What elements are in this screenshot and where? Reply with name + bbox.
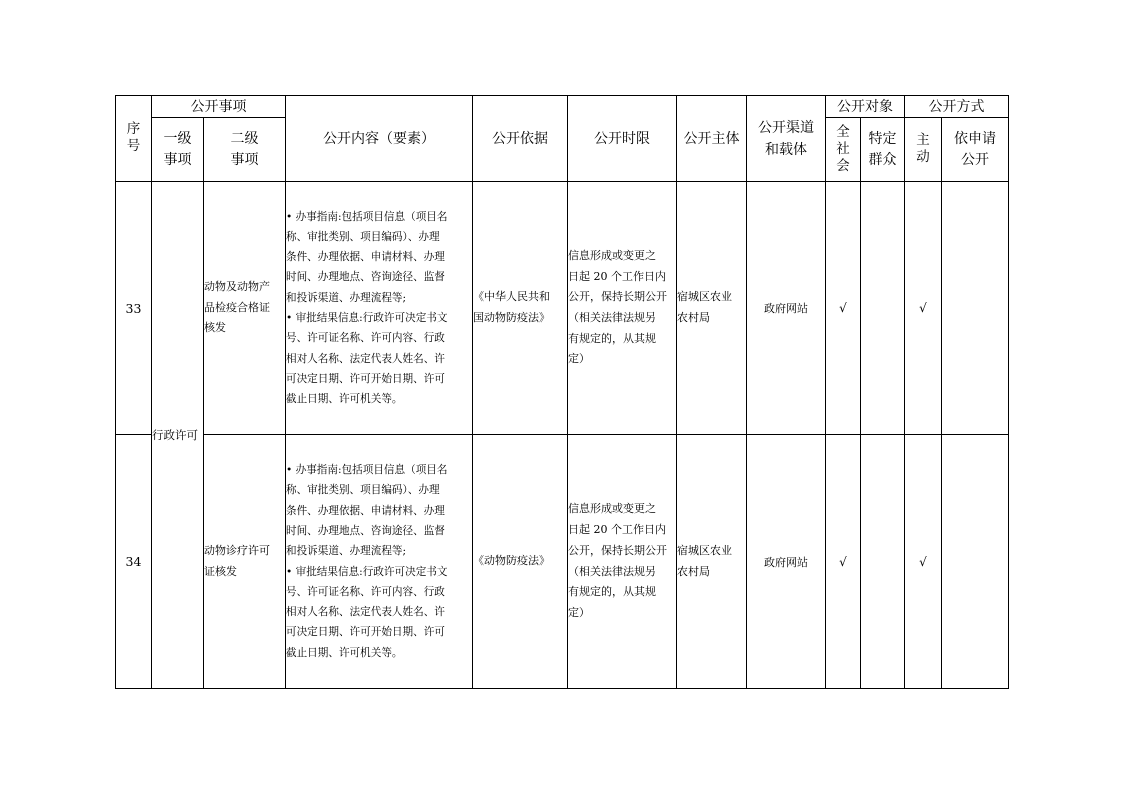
subject-line: 宿城区农业: [677, 543, 732, 557]
level2-cell: [204, 435, 286, 689]
time-line: 定）: [568, 605, 590, 619]
basis-cell: [473, 182, 568, 435]
method-active-check: √: [905, 435, 942, 689]
audience-specific-check: [861, 435, 905, 689]
content-line: 可决定日期、许可开始日期、许可: [286, 626, 445, 639]
header-channel: [747, 96, 826, 182]
subject-line: 宿城区农业: [677, 290, 732, 304]
header-audience-group: 公开对象: [826, 96, 905, 118]
header-channel-text: 公开渠道和载体: [758, 119, 814, 158]
time-line: 公开，保持长期公开: [568, 290, 667, 304]
content-line: • 审批结果信息:行政许可决定书文: [286, 565, 448, 578]
header-subject: 公开主体: [677, 96, 747, 182]
time-line: 信息形成或变更之: [568, 248, 656, 262]
content-line: 和投诉渠道、办理流程等;: [286, 291, 407, 304]
header-seq: 序号: [116, 96, 152, 182]
level2-line: 动物及动物产: [204, 279, 270, 293]
time-line: （相关法律法规另: [568, 564, 656, 578]
method-apply-check: [942, 182, 1009, 435]
method-active-check: √: [905, 182, 942, 435]
subject-line: 农村局: [677, 564, 710, 578]
disclosure-table: [115, 95, 1009, 689]
basis-cell: [473, 435, 568, 689]
header-level1-text: 一级事项: [163, 130, 192, 168]
basis-line: 国动物防疫法》: [473, 311, 550, 324]
content-line: 条件、办理依据、申请材料、办理: [286, 251, 445, 264]
content-line: 和投诉渠道、办理流程等;: [286, 545, 407, 558]
content-line: 称、审批类别、项目编码）、办理: [286, 484, 440, 497]
row-seq: 34: [116, 435, 152, 689]
basis-line: 《动物防疫法》: [473, 554, 550, 568]
level2-line: 品检疫合格证: [204, 300, 270, 314]
level2-line: 证核发: [204, 564, 237, 578]
time-line: 有规定的，从其规: [568, 585, 656, 599]
content-line: • 办事指南:包括项目信息（项目名: [286, 210, 448, 223]
time-line: 定）: [568, 352, 590, 366]
method-apply-check: [942, 435, 1009, 689]
content-line: 截止日期、许可机关等。: [286, 646, 403, 659]
header-level2-text: 二级事项: [230, 130, 259, 168]
header-level2: [204, 118, 286, 182]
header-basis: 公开依据: [473, 96, 568, 182]
content-cell: [286, 435, 473, 689]
content-line: • 审批结果信息:行政许可决定书文: [286, 312, 448, 324]
time-limit-cell: [568, 182, 677, 435]
level2-line: 动物诊疗许可: [204, 543, 270, 557]
header-audience-specific: [861, 118, 905, 182]
content-line: 时间、办理地点、咨询途径、监督: [286, 524, 445, 537]
time-line: 日起 20 个工作日内: [568, 523, 666, 537]
time-limit-cell: [568, 435, 677, 689]
header-audience-specific-text: 特定群众: [868, 130, 897, 168]
header-method-active: 主动: [905, 118, 942, 182]
channel-cell: 政府网站: [747, 182, 826, 435]
table-row: [116, 435, 1009, 689]
header-time-limit: 公开时限: [568, 96, 677, 182]
header-level1: [152, 118, 204, 182]
subject-line: 农村局: [677, 311, 710, 324]
content-line: 号、许可证名称、许可内容、行政: [286, 332, 445, 345]
content-line: 相对人名称、法定代表人姓名、许: [286, 352, 445, 365]
subject-cell: [677, 182, 747, 435]
header-audience-all: 全社会: [826, 118, 861, 182]
level1-cell: 行政许可: [152, 182, 204, 689]
content-cell: [286, 182, 473, 435]
level2-line: 核发: [204, 321, 226, 335]
time-line: 信息形成或变更之: [568, 502, 656, 516]
basis-line: 《中华人民共和: [473, 290, 550, 304]
content-line: 截止日期、许可机关等。: [286, 393, 403, 406]
content-line: 号、许可证名称、许可内容、行政: [286, 585, 445, 598]
table-row: [116, 182, 1009, 435]
header-row-top: [116, 96, 1009, 118]
time-line: （相关法律法规另: [568, 311, 656, 324]
content-line: 条件、办理依据、申请材料、办理: [286, 504, 445, 517]
row-seq: 33: [116, 182, 152, 435]
level2-cell: [204, 182, 286, 435]
time-line: 日起 20 个工作日内: [568, 269, 666, 283]
audience-all-check: √: [826, 435, 861, 689]
content-line: 时间、办理地点、咨询途径、监督: [286, 271, 445, 284]
audience-all-check: √: [826, 182, 861, 435]
time-line: 有规定的，从其规: [568, 331, 656, 345]
header-matters-group: 公开事项: [152, 96, 286, 118]
time-line: 公开，保持长期公开: [568, 543, 667, 557]
content-line: 相对人名称、法定代表人姓名、许: [286, 606, 445, 619]
audience-specific-check: [861, 182, 905, 435]
content-line: 称、审批类别、项目编码）、办理: [286, 230, 440, 243]
header-method-apply: [942, 118, 1009, 182]
content-line: 可决定日期、许可开始日期、许可: [286, 372, 445, 385]
channel-cell: 政府网站: [747, 435, 826, 689]
header-method-apply-text: 依申请公开: [954, 130, 996, 168]
header-content: 公开内容（要素）: [286, 96, 473, 182]
content-line: • 办事指南:包括项目信息（项目名: [286, 464, 448, 477]
subject-cell: [677, 435, 747, 689]
header-method-group: 公开方式: [905, 96, 1009, 118]
